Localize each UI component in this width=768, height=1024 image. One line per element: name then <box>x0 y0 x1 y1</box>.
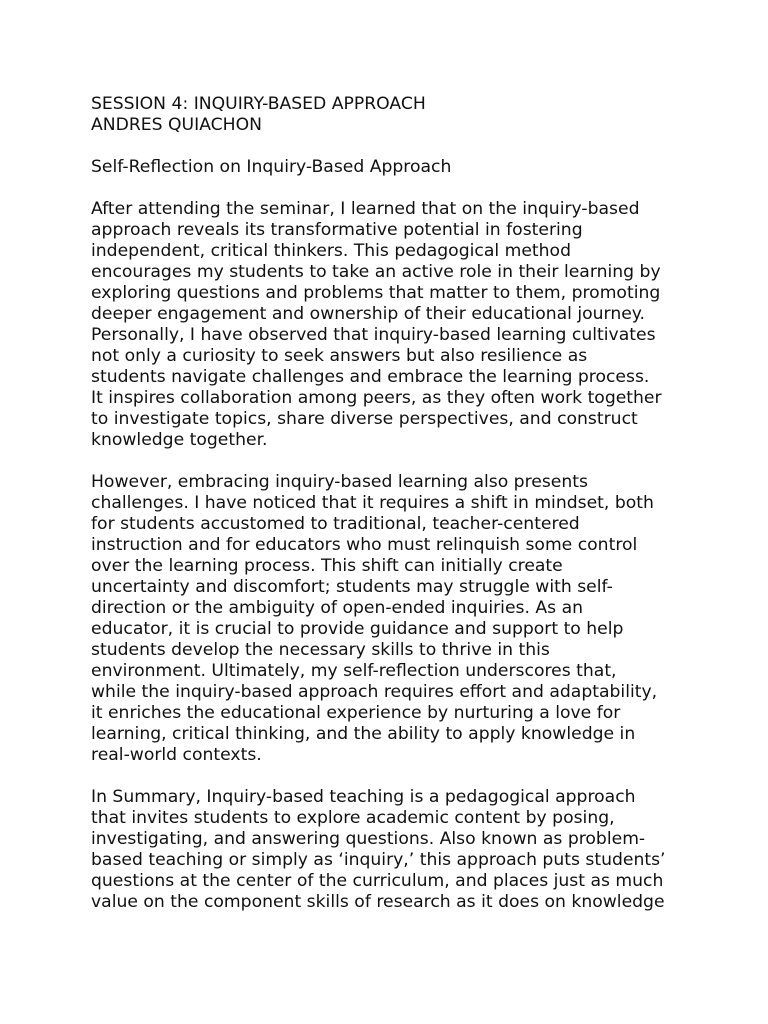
paragraph-line: instruction and for educators who must relinquish some control <box>91 535 638 555</box>
paragraph-3 <box>91 787 691 913</box>
paragraph-line: uncertainty and discomfort; students may struggle with self- <box>91 577 613 597</box>
paragraph-line: while the inquiry-based approach requires effort and adaptability, <box>91 682 658 702</box>
paragraph-line: that invites students to explore academic content by posing, <box>91 808 615 828</box>
paragraph-line: knowledge together. <box>91 430 268 450</box>
spacer <box>91 766 691 787</box>
paragraph-line: After attending the seminar, I learned that on the inquiry-based <box>91 199 640 219</box>
paragraph-line: challenges. I have noticed that it requires a shift in mindset, both <box>91 493 654 513</box>
paragraph-line: for students accustomed to traditional, teacher-centered <box>91 514 580 534</box>
paragraph-line: exploring questions and problems that matter to them, promoting <box>91 283 661 303</box>
paragraph-line: not only a curiosity to seek answers but also resilience as <box>91 346 588 366</box>
paragraph-2 <box>91 472 691 766</box>
paragraph-line: direction or the ambiguity of open-ended inquiries. As an <box>91 598 584 618</box>
spacer <box>91 178 691 199</box>
paragraph-line: learning, critical thinking, and the ability to apply knowledge in <box>91 724 636 744</box>
paragraph-line: based teaching or simply as ‘inquiry,’ this approach puts students’ <box>91 850 666 870</box>
paragraph-1 <box>91 199 691 451</box>
paragraph-line: value on the component skills of research as it does on knowledge <box>91 892 665 912</box>
session-title: SESSION 4: INQUIRY-BASED APPROACH <box>91 94 426 114</box>
document-page <box>91 94 691 913</box>
paragraph-line: questions at the center of the curriculum, and places just as much <box>91 871 664 891</box>
paragraph-line: it enriches the educational experience by nurturing a love for <box>91 703 621 723</box>
paragraph-line: students develop the necessary skills to thrive in this <box>91 640 550 660</box>
paragraph-line: independent, critical thinkers. This pedagogical method <box>91 241 571 261</box>
paragraph-line: deeper engagement and ownership of their educational journey. <box>91 304 645 324</box>
author-name: ANDRES QUIACHON <box>91 115 262 135</box>
paragraph-line: to investigate topics, share diverse perspectives, and construct <box>91 409 638 429</box>
spacer <box>91 451 691 472</box>
document-subtitle: Self-Reflection on Inquiry-Based Approach <box>91 157 452 177</box>
paragraph-line: educator, it is crucial to provide guidance and support to help <box>91 619 624 639</box>
paragraph-line: It inspires collaboration among peers, as they often work together <box>91 388 662 408</box>
paragraph-line: over the learning process. This shift can initially create <box>91 556 563 576</box>
paragraph-line: environment. Ultimately, my self-reflection underscores that, <box>91 661 617 681</box>
paragraph-line: In Summary, Inquiry-based teaching is a pedagogical approach <box>91 787 636 807</box>
paragraph-line: approach reveals its transformative potential in fostering <box>91 220 583 240</box>
paragraph-line: students navigate challenges and embrace the learning process. <box>91 367 650 387</box>
paragraph-line: However, embracing inquiry-based learning also presents <box>91 472 588 492</box>
paragraph-line: real-world contexts. <box>91 745 262 765</box>
spacer <box>91 136 691 157</box>
paragraph-line: investigating, and answering questions. Also known as problem- <box>91 829 646 849</box>
paragraph-line: encourages my students to take an active role in their learning by <box>91 262 661 282</box>
paragraph-line: Personally, I have observed that inquiry-based learning cultivates <box>91 325 656 345</box>
